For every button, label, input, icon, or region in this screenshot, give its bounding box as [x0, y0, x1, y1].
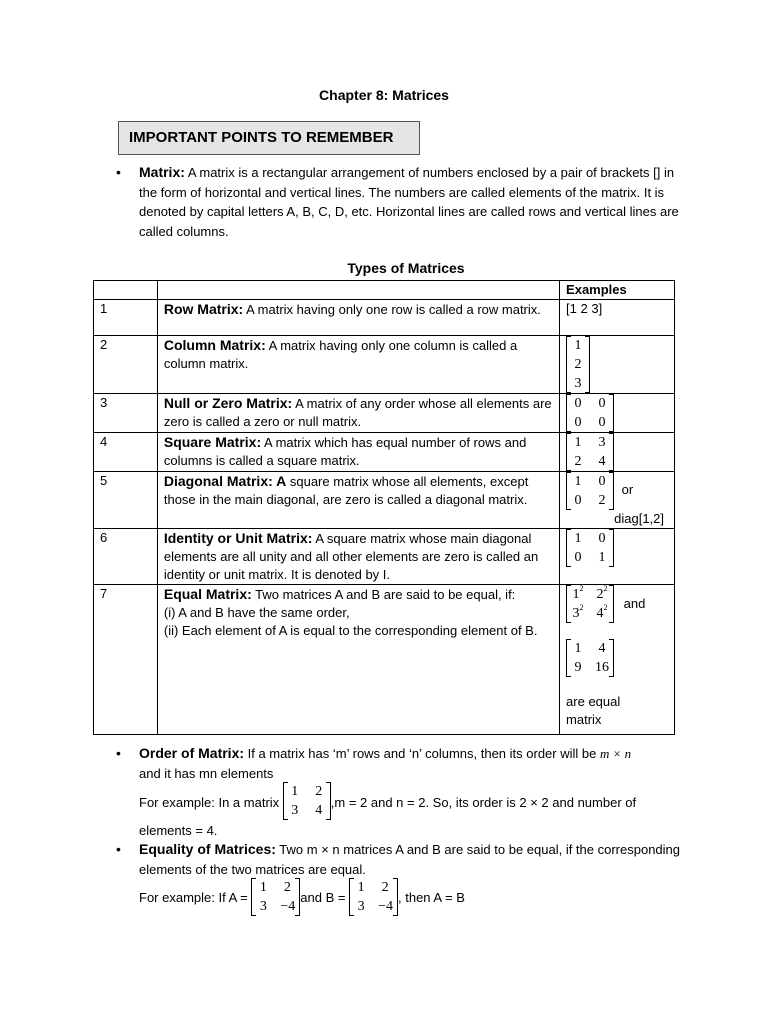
- row-number: 2: [94, 336, 158, 394]
- row-desc-line: (i) A and B have the same order,: [163, 605, 350, 620]
- row-desc: A matrix which has equal number of rows and columns is called a square matrix.: [163, 435, 527, 468]
- row-desc-line: (ii) Each element of A is equal to the corresponding element of B.: [163, 623, 538, 638]
- equality-text: Two m × n matrices A and B are said to be equal, if the corresponding elements of the two matrices are equal.: [139, 842, 681, 877]
- bullet: •: [116, 745, 121, 761]
- row-number: 3: [94, 394, 158, 433]
- row-number: 1: [94, 300, 158, 336]
- matrix-definition-text: A matrix is a rectangular arrangement of numbers enclosed by a pair of brackets [] in the form of horizontal and vertical lines. The numbers are called elements of the matrix. It is denoted by capital letters A, B, C, D, etc. Horizontal lines are called rows and vertical lines are called columns.: [139, 165, 679, 239]
- row-description: [157, 529, 559, 585]
- equality-example-pre: For example: If A =: [139, 890, 248, 905]
- row-desc: A matrix of any order whose all elements are zero is called a zero or null matrix.: [163, 396, 552, 429]
- table-row: [94, 529, 675, 585]
- row-number: 5: [94, 472, 158, 529]
- zero-matrix: 0 0 0 0: [566, 394, 614, 432]
- order-term: Order of Matrix:: [139, 745, 245, 761]
- row-description: [157, 585, 559, 735]
- diagonal-matrix: 1 0 0 2: [566, 472, 614, 510]
- row-desc: A matrix having only one column is called a column matrix.: [163, 338, 518, 371]
- row-term: Equal Matrix:: [163, 586, 252, 602]
- equality-of-matrices: [139, 840, 684, 879]
- table-row: [94, 336, 675, 394]
- types-table: [93, 280, 675, 735]
- diag-notation: diag[1,2]: [614, 511, 664, 526]
- square-matrix: 1 3 2 4: [566, 433, 614, 471]
- equality-example: [139, 878, 684, 916]
- page-title: Chapter 8: Matrices: [319, 87, 449, 103]
- row-term: Column Matrix:: [163, 337, 266, 353]
- row-desc: square matrix whose all elements, except those in the main diagonal, are zero is called a diagonal matrix.: [163, 474, 529, 507]
- row-example: [560, 336, 675, 394]
- identity-matrix: 1 0 0 1: [566, 529, 614, 567]
- table-row: [94, 472, 675, 529]
- order-example: [139, 782, 684, 820]
- row-term: Row Matrix:: [163, 301, 244, 317]
- table-row: [94, 300, 675, 336]
- order-example-post: ,m = 2 and n = 2. So, its order is 2 × 2 and number of: [330, 795, 637, 810]
- row-number: 7: [94, 585, 158, 735]
- equality-term: Equality of Matrices:: [139, 841, 276, 857]
- row-term: Square Matrix:: [163, 434, 262, 450]
- row-term: Null or Zero Matrix:: [163, 395, 293, 411]
- equal-note: are equal matrix: [566, 694, 621, 727]
- row-description: [157, 394, 559, 433]
- matrix-b: 1 2 3 −4: [349, 878, 398, 916]
- column-matrix: 1 2 3: [566, 336, 590, 393]
- or-label: or: [621, 482, 634, 497]
- examples-header: Examples: [560, 281, 675, 300]
- row-description: [157, 472, 559, 529]
- row-term: Diagonal Matrix: A: [163, 473, 287, 489]
- row-desc: A square matrix whose main diagonal elements are all unity and all other elements are zero is called an identity or unit matrix. It is denoted by I.: [163, 531, 539, 582]
- row-example: [560, 394, 675, 433]
- row-example: [1 2 3]: [560, 300, 675, 336]
- order-example-pre: For example: In a matrix: [139, 795, 280, 810]
- order-text2: and it has mn elements: [139, 765, 274, 781]
- equal-matrix-a: $1^2$ $2^2$ $3^2$ $4^2$: [566, 585, 614, 623]
- matrix-term: Matrix:: [139, 164, 185, 180]
- bullet: •: [116, 841, 121, 857]
- and-label: and: [623, 596, 646, 611]
- row-number: 4: [94, 433, 158, 472]
- table-row: [94, 433, 675, 472]
- order-text: If a matrix has ‘m’ rows and ‘n’ columns, then its order will be: [244, 746, 597, 761]
- row-example: [560, 433, 675, 472]
- table-header-row: [94, 281, 675, 300]
- row-desc: A matrix having only one row is called a row matrix.: [243, 302, 541, 317]
- matrix-a: 1 2 3 −4: [251, 878, 300, 916]
- equality-example-mid: and B =: [300, 890, 346, 905]
- order-example-matrix: 1 2 3 4: [283, 782, 331, 820]
- row-example: [560, 472, 675, 529]
- row-description: [157, 433, 559, 472]
- table-row: [94, 585, 675, 735]
- row-desc: Two matrices A and B are said to be equal, if:: [251, 587, 516, 602]
- order-of-matrix: [139, 744, 684, 783]
- row-description: [157, 336, 559, 394]
- row-description: [157, 300, 559, 336]
- matrix-definition: [139, 163, 684, 241]
- table-row: [94, 394, 675, 433]
- equality-example-post: , then A = B: [398, 890, 465, 905]
- order-example-end: elements = 4.: [139, 823, 218, 838]
- equal-matrix-b: 1 4 9 16: [566, 639, 614, 677]
- bullet: •: [116, 164, 121, 180]
- important-points-heading: IMPORTANT POINTS TO REMEMBER: [118, 121, 420, 155]
- row-example: [560, 585, 675, 735]
- row-example: [560, 529, 675, 585]
- row-term: Identity or Unit Matrix:: [163, 530, 313, 546]
- order-math: m × n: [599, 746, 632, 761]
- types-title: Types of Matrices: [347, 260, 465, 276]
- row-number: 6: [94, 529, 158, 585]
